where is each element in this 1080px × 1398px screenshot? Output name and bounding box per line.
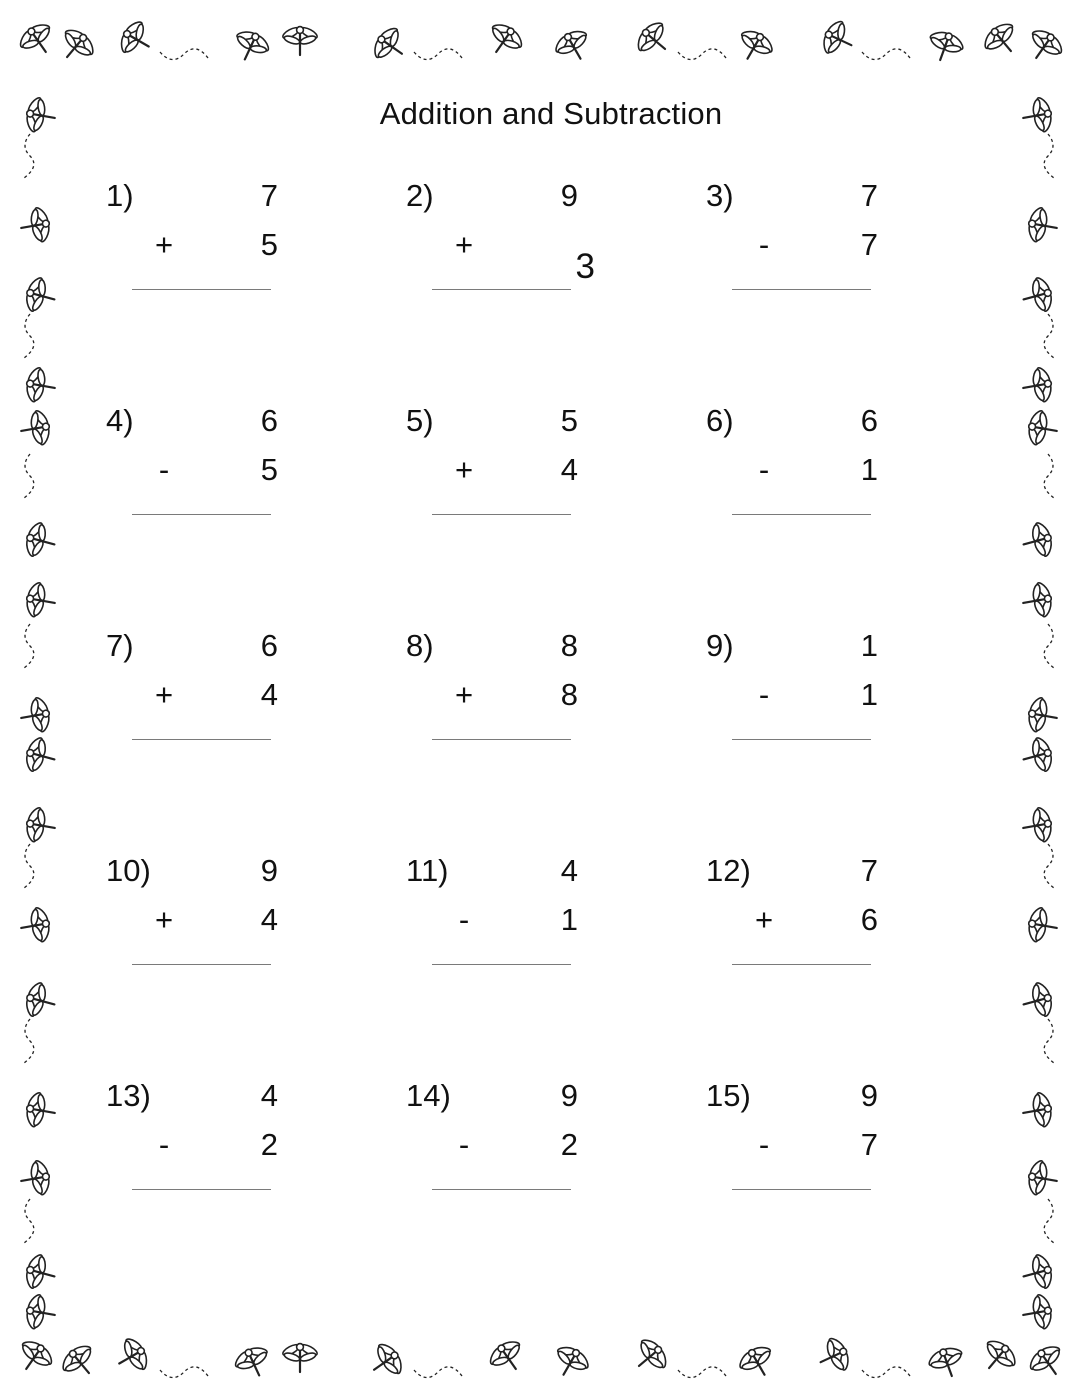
dragonfly-icon [734,1340,781,1384]
operator-sign: - [458,1127,470,1162]
dashed-flight-trail [1044,134,1054,178]
dashed-flight-trail [862,49,910,60]
problem-14 [406,1078,646,1238]
dragonfly-icon [1020,364,1055,406]
problem-number: 12) [706,853,751,888]
dashed-flight-trail [24,1019,34,1063]
dashed-flight-trail [1044,454,1054,498]
operator-sign: - [758,677,770,712]
dragonfly-icon [18,1157,53,1199]
dragonfly-icon [11,1334,58,1379]
dragonfly-icon [550,24,597,68]
dragonfly-icon [1019,1251,1057,1295]
problem-4 [106,403,346,563]
operator-sign: - [758,1127,770,1162]
problem-5 [406,403,646,563]
dragonfly-icon [23,579,58,621]
dragonfly-icon [363,1338,408,1385]
operator-sign: - [758,227,770,262]
problem-number: 9) [706,628,734,663]
operator-sign: + [454,227,474,262]
top-operand: 9 [560,1078,578,1113]
dragonfly-icon [631,16,677,63]
top-operand: 9 [860,1078,878,1113]
operator-sign: + [154,677,174,712]
dashed-flight-trail [1044,624,1054,668]
dragonfly-icon [1020,579,1055,621]
problem-number: 5) [406,403,434,438]
problem-12 [706,853,946,1013]
bottom-operand: 1 [860,677,878,712]
dragonfly-icon [23,1291,58,1333]
answer-line [732,964,871,965]
bottom-operand: 1 [860,452,878,487]
dragonfly-icon [21,734,59,778]
bottom-operand: 8 [560,677,578,712]
operator-sign: - [758,452,770,487]
answer-line [132,514,271,515]
dashed-flight-trail [678,49,726,60]
problem-number: 1) [106,178,134,213]
top-operand: 7 [860,178,878,213]
answer-line [732,739,871,740]
answer-line [132,1189,271,1190]
problem-10 [106,853,346,1013]
dragonfly-icon [14,17,61,62]
top-operand: 8 [560,628,578,663]
answer-line [432,964,571,965]
problem-7 [106,628,346,788]
top-operand: 7 [260,178,278,213]
problem-number: 6) [706,403,734,438]
dashed-flight-trail [24,844,34,888]
top-operand: 9 [560,178,578,213]
dragonfly-icon [1025,407,1060,449]
problem-15 [706,1078,946,1238]
bottom-operand: 2 [560,1127,578,1162]
answer-line [132,964,271,965]
dragonfly-icon [21,274,59,318]
dragonfly-icon [18,407,53,449]
dragonfly-icon [18,694,53,736]
operator-sign: - [158,452,170,487]
dragonfly-icon [1019,519,1057,563]
dashed-flight-trail [24,1199,34,1243]
bottom-operand: 2 [260,1127,278,1162]
dragonfly-icon [228,25,274,67]
dragonfly-icon [110,1333,154,1380]
dashed-flight-trail [1044,1019,1054,1063]
dragonfly-icon [978,17,1025,63]
dashed-flight-trail [1044,314,1054,358]
problem-1 [106,178,346,338]
dragonfly-icon [923,26,968,66]
dragonfly-icon [1025,694,1060,736]
top-operand: 4 [560,853,578,888]
dragonfly-icon [813,1333,855,1379]
dashed-flight-trail [1044,844,1054,888]
dragonfly-icon [627,1333,673,1380]
dragonfly-icon [1020,1291,1055,1333]
problem-number: 11) [406,853,449,888]
problem-9 [706,628,946,788]
operator-sign: + [454,452,474,487]
dashed-flight-trail [414,1367,462,1378]
dragonfly-icon [975,1334,1022,1380]
problem-number: 10) [106,853,151,888]
dragonfly-icon [18,904,53,946]
bottom-operand: 1 [560,902,578,937]
dragonfly-icon [23,804,58,846]
bottom-operand: 7 [860,1127,878,1162]
dragonfly-icon [281,1343,318,1372]
answer-line [732,289,871,290]
problem-6 [706,403,946,563]
problem-number: 8) [406,628,434,663]
dashed-flight-trail [160,1367,208,1378]
dragonfly-icon [547,1340,594,1384]
answer-line [432,289,571,290]
operator-sign: + [154,227,174,262]
dragonfly-icon [1019,274,1057,318]
problem-8 [406,628,646,788]
top-operand: 6 [860,403,878,438]
dragonfly-icon [21,979,59,1023]
top-operand: 6 [260,403,278,438]
problem-3 [706,178,946,338]
top-operand: 7 [860,853,878,888]
dragonfly-icon [1024,1339,1071,1384]
dragonfly-icon [1025,1157,1060,1199]
dashed-flight-trail [24,314,34,358]
top-operand: 5 [560,403,578,438]
dashed-flight-trail [414,49,462,60]
bottom-operand: 4 [260,677,278,712]
answer-line [732,514,871,515]
dragonfly-icon [281,26,318,55]
bottom-operand: 4 [260,902,278,937]
answer-line [132,739,271,740]
dragonfly-icon [367,22,412,69]
operator-sign: - [458,902,470,937]
problem-2 [406,178,646,338]
dragonfly-icon [1020,804,1055,846]
dragonfly-icon [1019,734,1057,778]
dragonfly-icon [230,1341,276,1383]
top-operand: 6 [260,628,278,663]
problem-11 [406,853,646,1013]
dragonfly-icon [114,16,158,63]
answer-line [432,1189,571,1190]
problem-number: 4) [106,403,134,438]
problem-number: 14) [406,1078,451,1113]
dragonfly-icon [484,1334,531,1379]
operator-sign: + [154,902,174,937]
bottom-operand: 7 [860,227,878,262]
dashed-flight-trail [160,49,208,60]
dragonfly-icon [56,1339,103,1385]
top-operand: 9 [260,853,278,888]
dashed-flight-trail [24,624,34,668]
answer-line [432,514,571,515]
dashed-flight-trail [862,1367,910,1378]
dashed-flight-trail [1044,1199,1054,1243]
worksheet-title: Addition and Subtraction [379,96,723,131]
bottom-operand: 4 [560,452,578,487]
bottom-operand: 5 [260,452,278,487]
problem-number: 3) [706,178,734,213]
answer-line [732,1189,871,1190]
dragonfly-icon [1020,1089,1055,1131]
dragonfly-icon [23,1089,58,1131]
dashed-flight-trail [24,454,34,498]
top-operand: 4 [260,1078,278,1113]
dashed-flight-trail [24,134,34,178]
dragonfly-icon [53,23,100,69]
dragonfly-icon [817,16,859,62]
dashed-flight-trail [678,1367,726,1378]
problem-number: 13) [106,1078,151,1113]
dragonfly-icon [481,17,528,62]
problem-number: 15) [706,1078,751,1113]
dragonfly-icon [1025,904,1060,946]
dragonfly-icon [21,1251,59,1295]
problem-number: 7) [106,628,134,663]
dragonfly-icon [1025,204,1060,246]
bottom-operand: 5 [260,227,278,262]
operator-sign: - [158,1127,170,1162]
problem-13 [106,1078,346,1238]
dragonfly-icon [21,519,59,563]
dragonfly-icon [731,24,778,68]
dragonfly-icon [18,204,53,246]
operator-sign: + [454,677,474,712]
bottom-operand: 3 [575,247,595,286]
answer-line [132,289,271,290]
problem-number: 2) [406,178,434,213]
bottom-operand: 6 [860,902,878,937]
dragonfly-icon [1019,979,1057,1023]
dragonfly-icon [1021,23,1068,68]
dragonfly-icon [924,1342,969,1382]
top-operand: 1 [860,628,878,663]
dragonfly-icon [23,364,58,406]
answer-line [432,739,571,740]
operator-sign: + [754,902,774,937]
